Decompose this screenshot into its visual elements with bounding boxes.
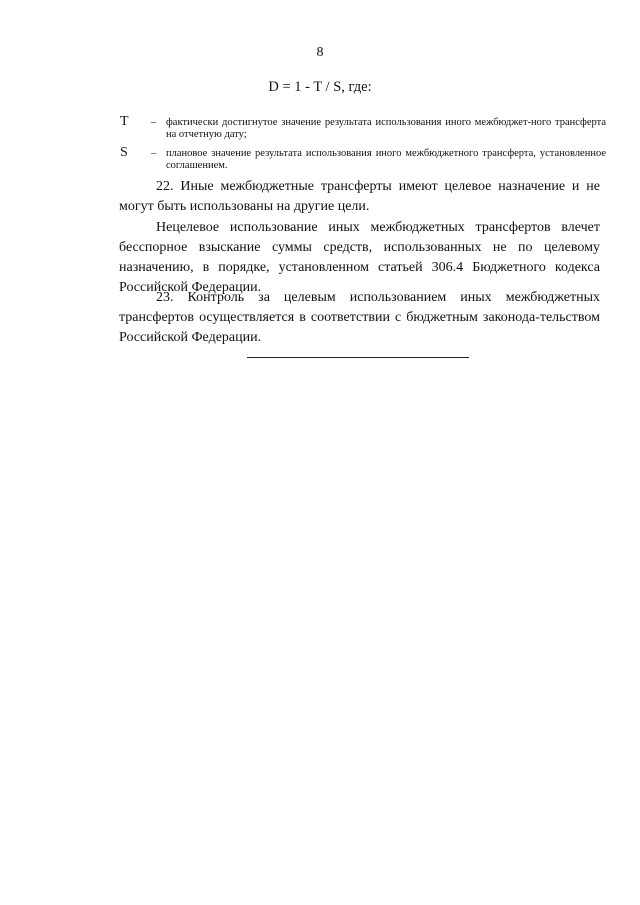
paragraph-text: 23. Контроль за целевым использованием иных межбюджетных трансфертов осуществляется в соответствии с бюджетным законода-тельством Российской Федерации.: [119, 290, 600, 345]
formula: D = 1 - T / S, где:: [268, 79, 372, 95]
paragraph-text: Нецелевое использование иных межбюджетных трансфертов влечет бесспорное взыскание суммы средств, использованных не по целевому назначению, в порядке, установленном статьей 306.4 Бюджетного кодекса Российской Федерации.: [119, 220, 600, 295]
paragraph-misuse: [119, 218, 600, 298]
definition-symbol: S: [120, 145, 128, 160]
definition-symbol: T: [120, 114, 129, 129]
paragraph-22: [119, 177, 600, 217]
definition-text: плановое значение результата использования иного межбюджетного трансферта, установленное соглашением.: [166, 148, 606, 171]
definition-dash: –: [151, 148, 157, 159]
paragraph-text: 22. Иные межбюджетные трансферты имеют целевое назначение и не могут быть использованы на другие цели.: [119, 179, 600, 214]
definition-dash: –: [151, 117, 157, 128]
definition-text: фактически достигнутое значение результата использования иного межбюджет-ного трансферта на отчетную дату;: [166, 117, 606, 140]
end-divider: [247, 357, 469, 358]
page-number: 8: [316, 45, 324, 60]
paragraph-23: [119, 288, 600, 348]
